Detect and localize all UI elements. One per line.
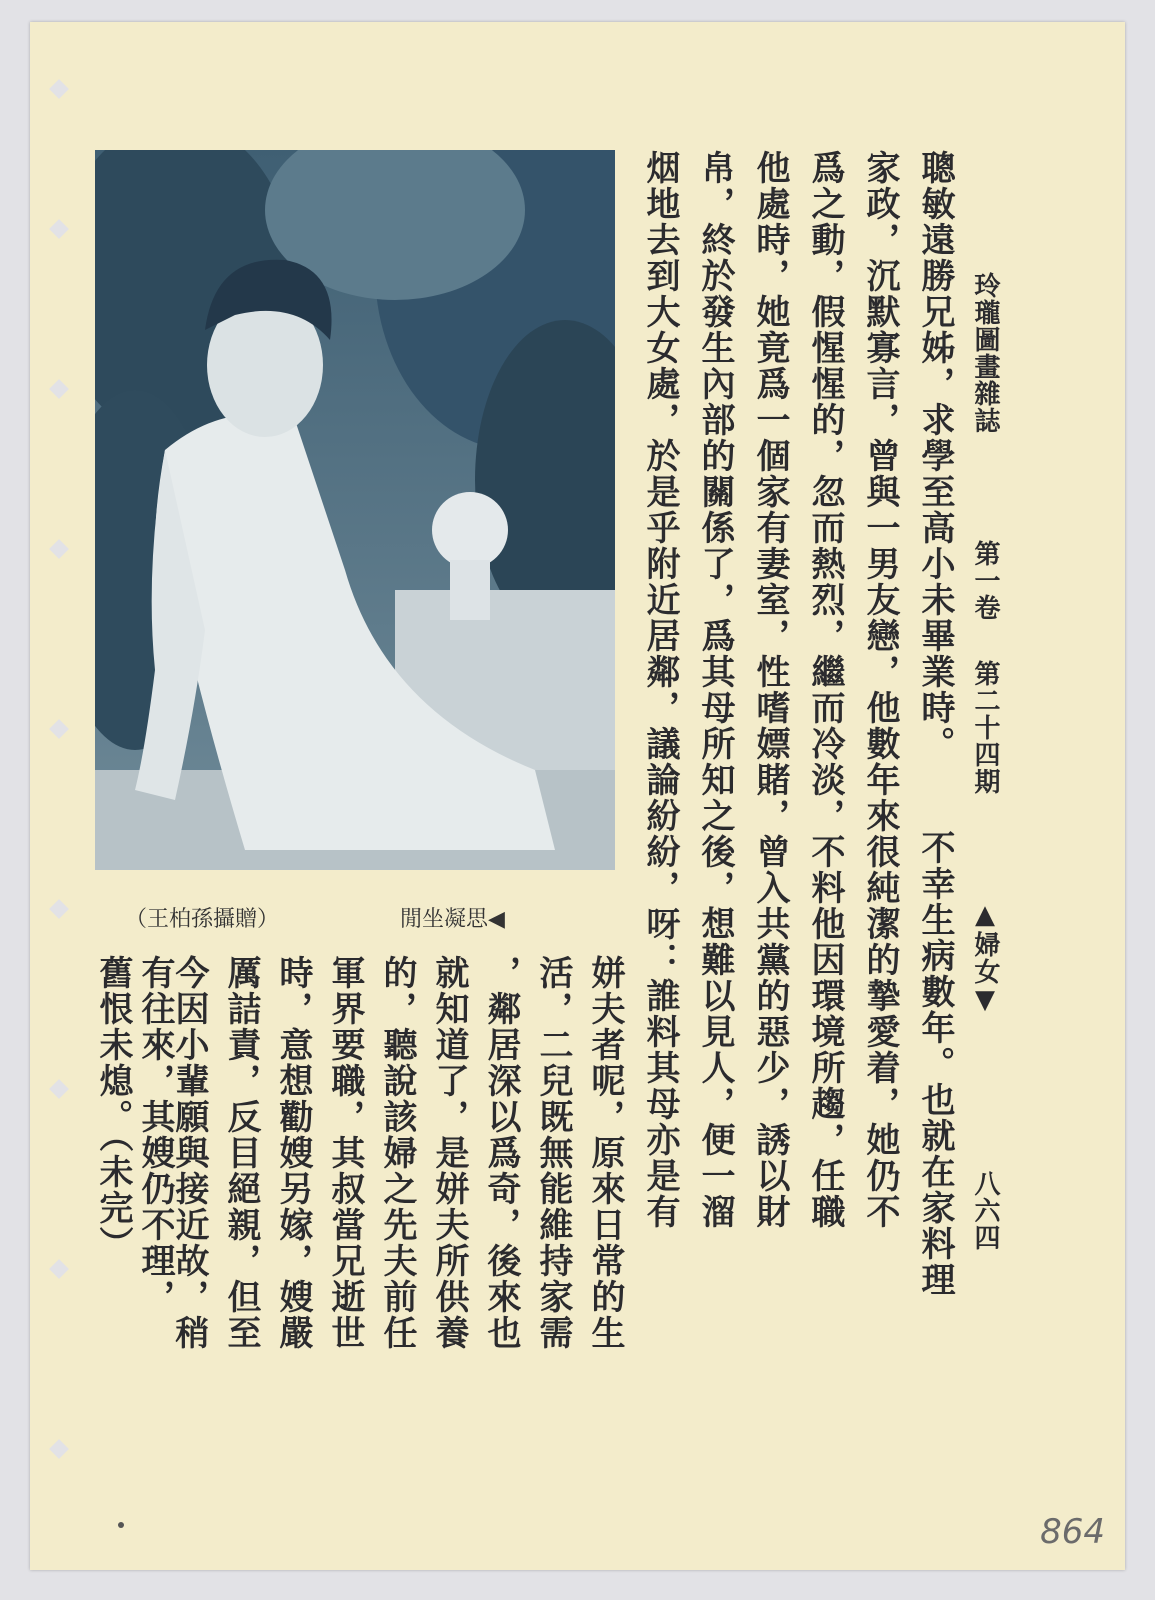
article-column-3: 爲之動，假惺惺的，忽而熱烈，繼而冷淡，不料他因環境所趨，任職 (805, 150, 845, 1230)
article-lower-column-3: ，鄰居深以爲奇，後來也 (481, 955, 521, 1351)
article-lower-column-6: 軍界要職，其叔當兄逝世 (325, 955, 365, 1351)
issue-label: 第二十四期 (970, 660, 1000, 795)
article-lower-column-4: 就知道了，是姘夫所供養 (429, 955, 469, 1351)
article-lower-column-5: 的，聽說該婦之先夫前任 (377, 955, 417, 1351)
article-lower-column-8: 厲詰責，反目絕親，但至 (221, 955, 261, 1351)
photo-title-caption: 閒坐凝思◀ (400, 907, 505, 932)
photo-credit-caption: （王柏孫攝贈） (125, 907, 280, 932)
article-lower-column-10: 有往來，其嫂仍不理， (135, 955, 175, 1315)
article-lower-column-7: 時，意想勸嫂另嫁，嫂嚴 (273, 955, 313, 1351)
section-label: ▲婦女▼ (970, 900, 1000, 1016)
article-column-5: 帛，終於發生內部的關係了，爲其母所知之後，想難以見人，便一溜 (695, 150, 735, 1230)
page-number: 八六四 (970, 1170, 1000, 1251)
article-lower-column-9: 今因小輩願與接近故，稍 (169, 955, 209, 1351)
article-column-2: 家政，沉默寡言，曾與一男友戀，他數年來很純潔的摯愛着，她仍不 (860, 150, 900, 1230)
article-column-6: 烟地去到大女處，於是乎附近居鄰，議論紛紛，呀：誰料其母亦是有 (640, 150, 680, 1230)
volume-label: 第一卷 (970, 540, 1000, 621)
article-lower-column-1: 姘夫者呢，原來日常的生 (585, 955, 625, 1351)
article-lower-column-2: 活，二兒既無能維持家需 (533, 955, 573, 1351)
article-column-1: 不幸生病數年。也就在家料理 (915, 830, 955, 1298)
magazine-title: 玲瓏圖畫雜誌 (970, 272, 1000, 434)
portrait-photo-illustration (95, 150, 615, 870)
article-column-1a: 聰敏遠勝兄姊，求學至高小未畢業時。 (915, 150, 955, 762)
ink-dot (118, 1522, 124, 1528)
article-lower-column-11: 舊恨未熄。（未完） (93, 955, 133, 1262)
portrait-photo (95, 150, 615, 870)
handwritten-page-number: 864 (1040, 1512, 1105, 1552)
article-column-4: 他處時，她竟爲一個家有妻室，性嗜嫖賭，曾入共黨的惡少，誘以財 (750, 150, 790, 1230)
